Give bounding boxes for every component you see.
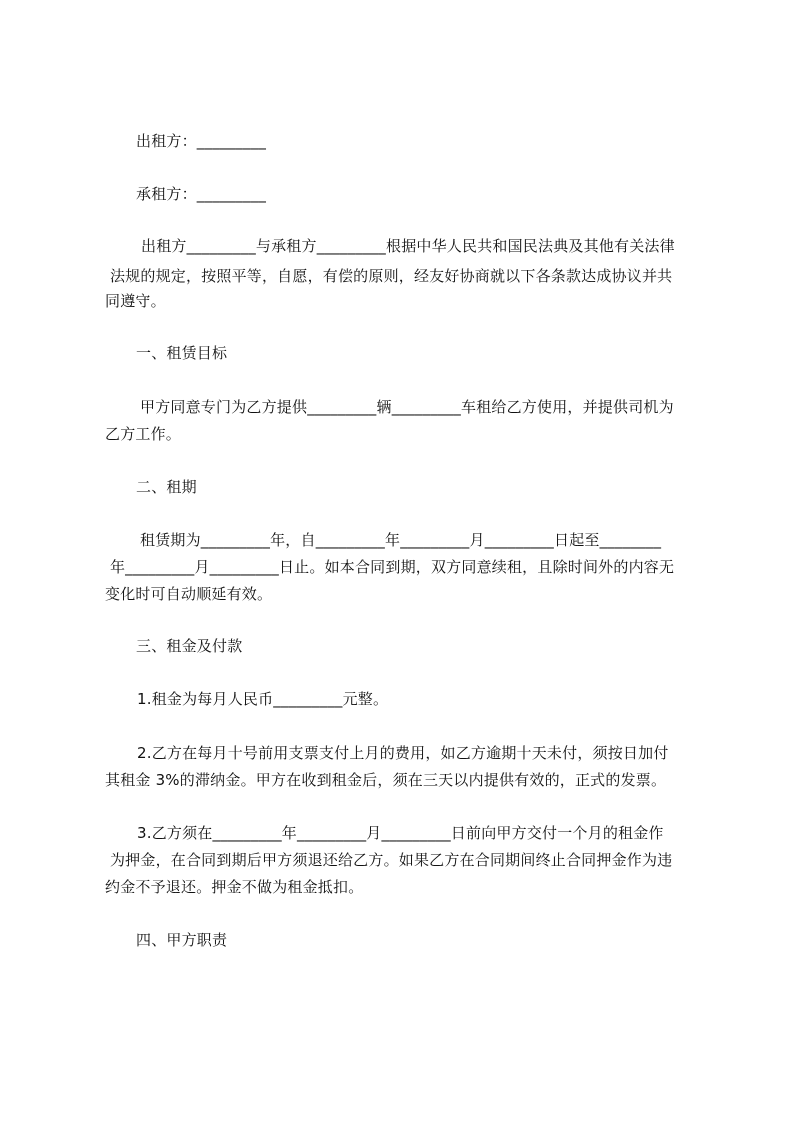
section-3-item-2-line-1: 2.乙方在每月十号前用支票支付上月的费用，如乙方逾期十天未付，须按日加付 (137, 744, 669, 762)
intro-paragraph-line-2: 法规的规定，按照平等，自愿，有偿的原则，经友好协商就以下各条款达成协议并共 (105, 267, 673, 285)
section-2-paragraph-line-3: 变化时可自动顺延有效。 (105, 585, 273, 603)
lessee-line: 承租方：_________ (136, 185, 267, 203)
section-1-paragraph-line-1: 甲方同意专门为乙方提供_________辆_________车租给乙方使用，并提供司机为 (140, 398, 674, 416)
section-1-heading: 一、租赁目标 (136, 344, 228, 362)
section-3-heading: 三、租金及付款 (136, 637, 243, 655)
section-3-item-2-line-2: 其租金 3%的滞纳金。甲方在收到租金后，须在三天以内提供有效的，正式的发票。 (105, 771, 667, 789)
section-4-heading: 四、甲方职责 (136, 931, 228, 949)
section-2-heading: 二、租期 (136, 478, 197, 496)
section-3-item-3-line-2: 为押金，在合同到期后甲方须退还给乙方。如果乙方在合同期间终止合同押金作为违 (105, 851, 673, 869)
section-1-paragraph-line-2: 乙方工作。 (105, 425, 182, 443)
intro-paragraph-line-3: 同遵守。 (105, 292, 166, 310)
section-2-paragraph-line-2: 年_________月_________日止。如本合同到期，双方同意续租，且除时间外的内容无 (105, 558, 675, 576)
lessor-line: 出租方：_________ (136, 132, 267, 150)
intro-paragraph-line-1: 出租方_________与承租方_________根据中华人民共和国民法典及其他有关法律 (141, 237, 675, 255)
section-3-item-3-line-3: 约金不予退还。押金不做为租金抵扣。 (105, 878, 364, 896)
section-2-paragraph-line-1: 租赁期为_________年，自_________年_________月_________日起至________ (140, 531, 662, 549)
section-3-item-3-line-1: 3.乙方须在_________年_________月_________日前向甲方交付一个月的租金作 (137, 824, 664, 842)
section-3-item-1: 1.租金为每月人民币_________元整。 (137, 690, 389, 708)
